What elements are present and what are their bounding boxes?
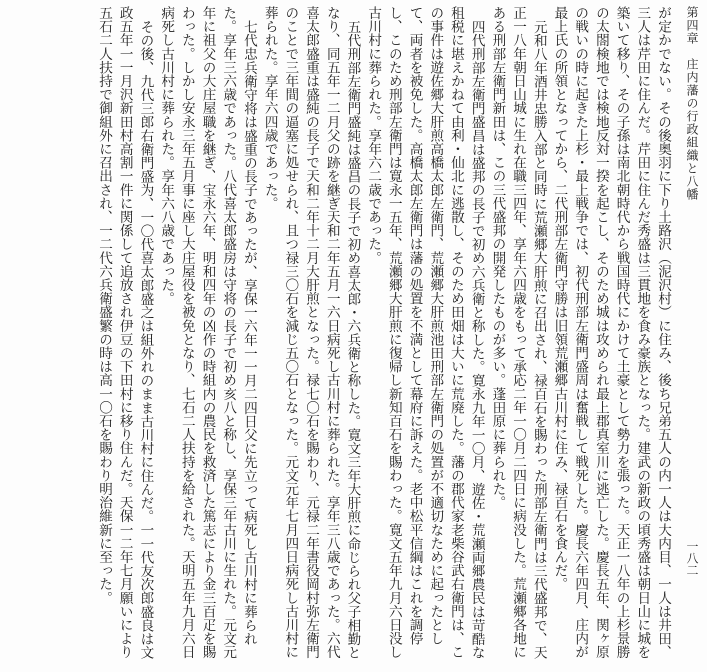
running-header: 第四章 庄内藩の行政組織と八幡 [685,6,699,201]
paragraph: その後、九代三郎右衛門盛为、一〇代喜太郎盛之は組外れのまま古川村に住んだ。一一代友次郎盛良は文政五年一一月沢新田村高割一件に関係して追放され伊豆の下田村に移り住んだ。天保一二年七月願いにより五石二人扶持で御組外に召出され、一二代六兵衛盛繁の時は高一〇石を賜わり明治維新に至った。 [96,6,154,659]
paragraph: 五代刑部左衛門盛純は盛昌の長子で初め喜太郎・六兵衛と称した。寛文三年大肝煎に命じられ父子相勤となり、同五年一二月父の跡を継ぎ天和二年五月一六日病死し古川村に葬られた。享年三八歳であった。六代喜太郎盛重は盛純の長子で天和二年十二月大肝煎となった。禄七〇石を賜わり、元禄二年書役岡村弥左衛門のことで三年間の逼塞に処せられ、且つ禄三〇石を減じ五〇石となった。元文元年七月四日病死し古川村に葬られた。享年六四歳であった。 [261,6,361,659]
paragraph: 元和八年酒井忠勝入部と同時に荒瀬郷大肝煎に召出され、禄百石を賜わった刑部左衛門は三代盛邦で、天正一八年朝日山城に生れ在職三四年、享年六四歳をもって承応二年一〇月二四日に病没した。荒瀬郷各地にある刑部左衛門新田は、この三代盛邦の開発したものが多い。蓬田原に葬られた。 [489,6,547,659]
paragraph: が定かでない。その後奥羽に下り土路沢（泥沢村）に住み、後ち兄弟五人の内一人は大内目、一人は井田、三人は芹田に住んだ。芹田に住んだ秀盛は三貫地を食み豪族となった。建武の新政の頃秀盛は朝日山に城を築いて移り、その子孫は南北朝時代から戦国時代にかけて土豪として勢力を張った。天正一八年の上杉景勝の太閤検地では検地反対一揆を起こし、そのため城は攻められ最上郡真室川に逃亡した。慶長五年、関ヶ原の戦いの時に起きた上杉・最上戦争では、初代刑部左衛門盛周は奮戦して戦死した。慶長六年四月、庄内が最上氏の所領となってから、二代刑部左衛門守勝は旧領荒瀬郷古川村に住み、禄百石を食んだ。 [551,6,671,659]
paragraph: 七代忠兵衛守将は盛重の長子であったが、享保一六年一一月二四日父に先立って病死し古川村に葬られた。享年三六歳であった。八代喜太郎盛房は守将の長子で初め亥八と称し、享保三年古川に生れた。元文元年に祖父の大庄屋職を継ぎ、宝永六年、明和四年の凶作の時組内の農民を救済した篤志により金三百疋を賜わった。しかし安永三年五月事に座し大庄屋役を被免となり、七石二人扶持を給された。天明五年九月六日病死し古川村に葬られた。享年六八歳であった。 [158,6,257,659]
page-number: 一八二 [685,540,699,576]
paragraph: 四代刑部左衛門盛昌は盛邦の長子で初め六兵衛と称した。寛永九年一〇月、遊佐・荒瀬両郷農民は苛酷な租税に堪えかねて由利・仙北に逃散し、そのため田畑は大いに荒廃した。藩の郡代家老柴谷武右衛門は、この事件は遊佐郷大肝煎高橋太郎左衛門、荒瀬郷大肝煎池田刑部左衛門の処置が不適切なために起ったとして、両者を被免した。高橋太郎左衛門は藩の処置を不満として幕府に訴えた。老中松平信綱はこれを調停し、このため刑部左衛門は寛永一五年、荒瀬郷大肝煎に復帰し新知百石を賜わった。寛文五年九月六日没し古川村に葬られた。享年六二歳であった。 [365,6,485,659]
body-text [8,6,673,666]
